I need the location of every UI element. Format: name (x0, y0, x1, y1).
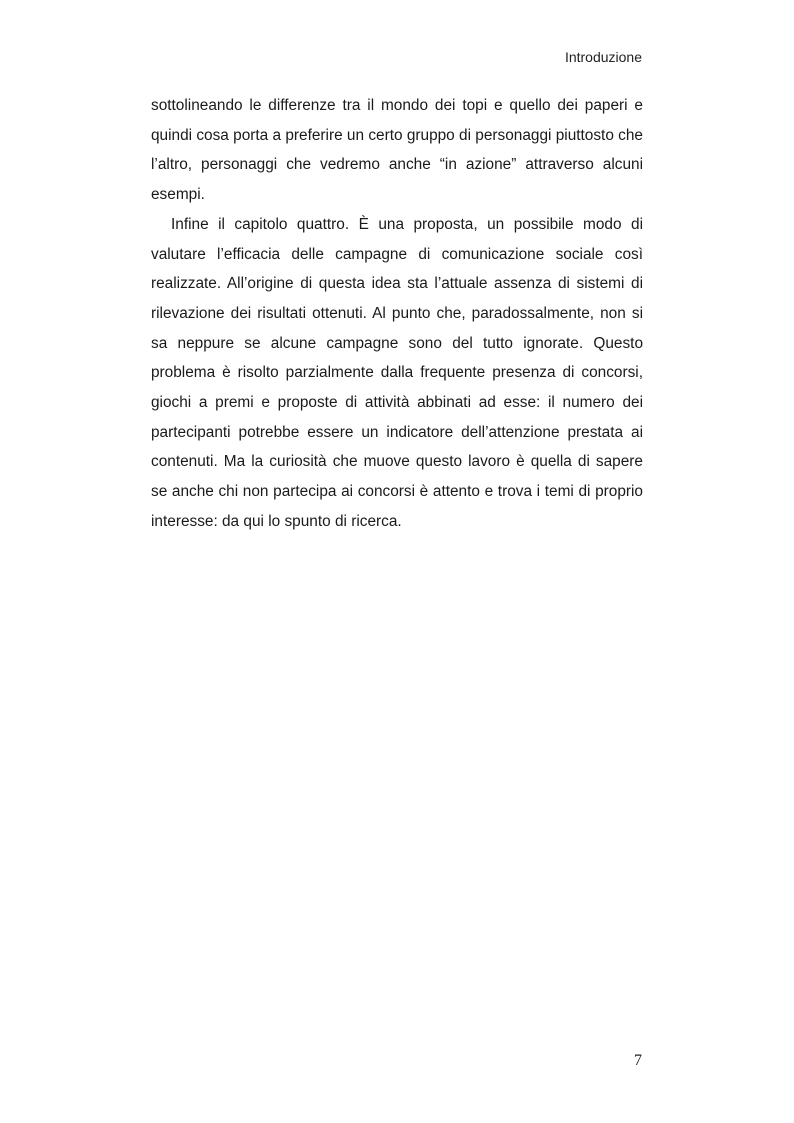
running-header-title: Introduzione (564, 49, 642, 65)
page-number: 7 (634, 1052, 642, 1069)
body-text (151, 91, 643, 537)
paragraph-chapter-four: Infine il capitolo quattro. È una proposta, un possibile modo di valutare l’efficacia delle campagne di comunicazione sociale così realizzate. All’origine di questa idea sta l’attuale assenza di sistemi di rilevazione dei risultati ottenuti. Al punto che, paradossalmente, non si sa neppure se alcune campagne sono del tutto ignorate. Questo problema è risolto parzialmente dalla frequente presenza di concorsi, giochi a premi e proposte di attività abbinati ad esse: il numero dei partecipanti potrebbe essere un indicatore dell’attenzione prestata ai contenuti. Ma la curiosità che muove questo lavoro è quella di sapere se anche chi non partecipa ai concorsi è attento e trova i temi di proprio interesse: da qui lo spunto di ricerca. (151, 215, 643, 530)
paragraph-continuation: sottolineando le differenze tra il mondo dei topi e quello dei paperi e quindi cosa porta a preferire un certo gruppo di personaggi piuttosto che l’altro, personaggi che vedremo anche “in azione” attraverso alcuni esempi. (151, 97, 643, 204)
